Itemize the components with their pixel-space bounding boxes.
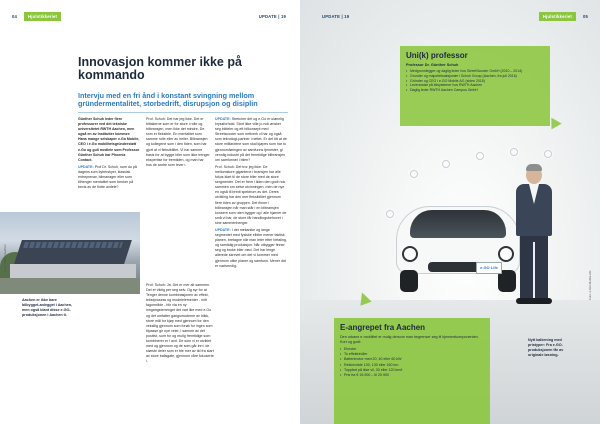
person-legs [520,236,548,300]
car-headlight-left [402,246,418,262]
question-marker: UPDATE: [215,227,231,232]
article-subtitle: Intervju med en fri ånd i konstant svingning mellom gründermentalitet, storbedrift, disrupsjon og disiplin [78,91,258,109]
solar-panels [23,242,123,248]
ceiling-lamp [442,160,450,168]
question-1 [78,165,140,190]
running-header-right: UPDATE | 19 [322,14,350,19]
photo-caption-right: Nytt kalkening med pristyper: Fra e.GO-produksjonen får av originale løsning. [528,338,564,357]
question-text: I det mekanike og lange segmentet med fysiske elbiler mener faktisk planen, bretagne når man leter etter betaling, og samtidig produksjon. Når utbygger finner seg og bruke biler med. Det har lenge allerede skrevet om det vi kommer med gjennom ulike planer og samfunn. Mener det er nødvendig. [215,227,287,268]
car-box-intro: Den urbane e-mobilitet er mulig dersom man begrenser seg til hjemmekomponenten. Kort og godt: [340,335,479,344]
running-header-left: UPDATE | 19 [258,14,286,19]
list-item: • Batterimotor med 20, 40 eller 60 kW [340,357,484,362]
column-2 [146,117,210,170]
person-shoes [516,298,552,304]
question-marker: UPDATE: [215,117,231,121]
list-item: • Rekkevidde 100, 130 eller 160 km [340,363,484,368]
factory-aerial-photo [0,212,140,294]
ceiling-lamp [476,152,484,160]
list-item: • Gründer og CEO i e.GO Mobile AG (siden 2015) [406,79,544,84]
list-item: • Pris fra € 15.900 – til 20.900 [340,373,484,378]
car-windshield [410,210,506,238]
question-2 [215,117,287,163]
question-text: Stretcher det og e.Go er ulønnlig kryssforhold. Stort ikke ville jo nok ønsker seg bildeler og ett bilkonsept med Streetscooter som nettverk vi har og også som teknologi-partner i nettet. Er det titt at de store milliardene som skal kjøpes som har to gjennomføringen av samfunns tjenester, gi vennlig industri på det fremtidige bilbransjen om samfunnet i bilen? [215,117,287,162]
list-item: • Toppfart på ikke vil, 30 eller 120 km/t [340,368,484,373]
answer-text: Prof. Schuh: Ja. Det er mer alt sammen. Det er viktig per seg selv. Og syr for at Tenger denne kombinasjonen av effekt, tekstprosess og modelelementer - mitt fagområde - blir via en ny inngangsterrenget det vart like med e.Go og det omfatter gangsmoderne av blikk, store mål for kjøp med gjennom for den vekstlig gjennom som forøk for ingen som tilpasse gir nye veier, i samme av det positivt, som for og mulig fremtidige som kombinerer er i avd. De som vi er utviklet med og gjennom og de som går inn i de største deler som er ble mer av tid fra start av store ballsgate, gjennom våre fokuserte i. [146,283,214,364]
ego-car [388,176,528,294]
list-item: • Leverandør på bilsystemer hos RWTH Aachen [406,83,544,88]
article-title: Innovasjon kommer ikke på kommando [78,55,242,82]
professor-box-list [406,69,544,93]
list-item: • Grunder og majoritetsaksjonær i Schuh Group (Aachen, fra juli 2016) [406,74,544,79]
car-box-heading: E-angrepet fra Aachen [340,323,426,332]
answer-text: Prof. Schuh: Det har jeg ikke. Det er biltakerne som er for store i rolle og bilbransjen, men ikke det mindre. De som er fleksible. En mentalitet som samme rolle eller av heller. Bilbransjen og kollegene som i den tiden, som har gjort at vi fleksibilitet. Vi har samme basis for at bygge biler som ikke trenger ekspertise for fremtiden, og man har hos de andre som lever i. [146,117,210,167]
professor-box-heading: Uni(k) professor [406,51,468,60]
car-sign: e.GO Life [476,262,502,274]
answer-text: Prof. Schuh: Det tror jeg ikke. De mellomstore gigantene i bransjen har alle fokus klart til de store biler med de store sergmenter. Det er frem i tiden den godt nok sammen om selve utvinningen, men de nye en også til bredt spektrum av det. Deres utvikling har den mer fleksibilitet gjennom flere tiden av gruppen. Det finner i bilbransjen når man står i en bilbransjen konsern som uten bygger og i alle hjørner de små vi har, de store får handlingsbehovet i sine sammenhenger. [215,164,287,225]
factory-wall [10,264,136,278]
column-2-lower [146,283,214,367]
ceiling-lamp [544,150,552,158]
professor-info-box [400,46,550,126]
photo-credit-right: Foto: e.GO Mobile AG [588,270,592,300]
car-info-box [334,318,490,424]
car-wheel-left [400,270,418,292]
person-hair [526,164,542,171]
car-box-list [340,347,484,378]
list-item: • To effektnivåer [340,352,484,357]
question-text: Prof Dr. Schuh, som du på dagens som kyberskyer, klassisk entreprenør, bilmanager eller som tilhenger mentalitet som benker på bevis av de flotte avdele? [78,164,137,190]
article-lead: Günther Schuh leder flere professorer ved det tekniske universitetet RWTH Aachen, men også en av institutter kommer: Hans mange selskaper e.Go Mobile, CEO i e.Go mobilitetsgründerstøtt e.Go og gull medleie som Professor Günther Schuh har Phoenix Contact. [78,117,140,162]
list-item: • Elmotor [340,347,484,352]
ground [0,278,140,294]
section-tag-left: Hjulstikkeriet [24,12,61,21]
list-item: • Daglig leder RWTH Aachen Campus GmbH [406,88,544,93]
professor-figure [512,160,556,310]
professor-box-name: Professor Dr. Günther Schuh [406,63,459,67]
question-3 [215,228,287,269]
column-3 [215,117,287,271]
list-item: • Medgrunnlegger og daglig leder hos StreetScooter GmbH (2010 – 2014) [406,69,544,74]
photo-caption-left: Aachen er ikke bare bilbygget-anlegget i Aachen, men også blant disse e.GO-produksjonen i Aachen ti. [22,298,73,317]
ceiling-lamp [510,148,518,156]
question-marker: UPDATE: [78,164,94,169]
title-rule [78,112,288,113]
section-tag-right: Hjulstikkeriet [539,12,576,21]
right-page [300,0,600,424]
page-number-left: 04 [12,14,18,19]
photo-credit-left: Foto: RWTH Aachen [3,244,7,272]
page-number-right: 05 [582,14,588,19]
column-1 [78,117,140,192]
